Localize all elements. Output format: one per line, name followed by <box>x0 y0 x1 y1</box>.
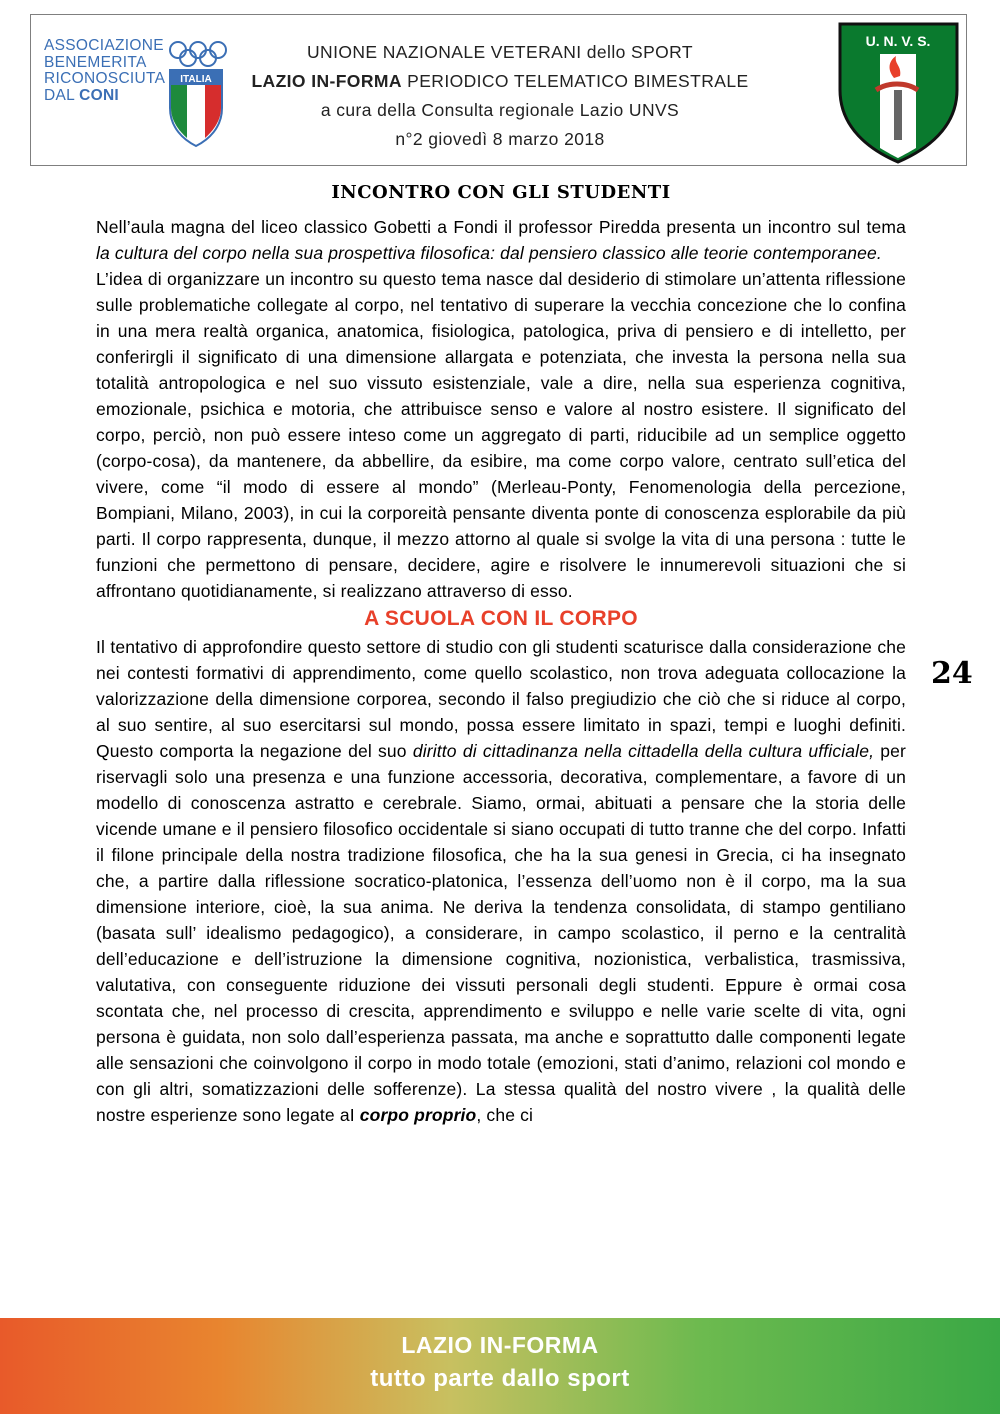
coni-line-1: ASSOCIAZIONE <box>44 37 164 54</box>
section-subtitle: A SCUOLA CON IL CORPO <box>364 607 638 630</box>
unvs-torch-shield-icon <box>836 20 961 165</box>
svg-text:U. N. V. S.: U. N. V. S. <box>865 33 931 49</box>
header-line-4: n°2 giovedì 8 marzo 2018 <box>395 129 605 149</box>
coni-line-2: BENEMERITA <box>44 53 147 71</box>
svg-text:ITALIA: ITALIA <box>180 74 212 85</box>
page-number: 24 <box>931 656 973 691</box>
article <box>96 180 906 1128</box>
coni-logo-text <box>44 38 169 104</box>
italia-shield-icon <box>168 68 224 148</box>
header-line-3: a cura della Consulta regionale Lazio UNVS <box>320 100 680 120</box>
coni-line-3: RICONOSCIUTA <box>44 70 166 87</box>
paragraph-scuola: Il tentativo di approfondire questo settore di studio con gli studenti scaturisce dalla considerazione che nei contesti formativi di apprendimento, come quello scolastico, non trova adeguata collocazione la valorizzazione della dimensione corporea, secondo il falso pregiudizio che ciò che si riduce al corpo, al suo sentire, al suo esercitarsi sul mondo, possa essere limitato in spazi, tempi e luoghi definiti. Questo comporta la negazione del suo diritto di cittadinanza nella cittadella della cultura ufficiale, per riservagli solo una presenza e una funzione accessoria, decorativa, complementare, a favore di un modello di conoscenza astratto e cerebrale. Siamo, ormai, abituati a pensare che la storia delle vicende umane e il pensiero filosofico occidentale si siano occupati di tutto tranne che del corpo. Infatti il filone principale della nostra tradizione filosofica, che ha la sua genesi in Grecia, ci ha insegnato che, a partire dalla riflessione socratico-platonica, l’essenza dell’uomo non è il corpo, ma la sua dimensione interiore, cioè, la sua anima. Ne deriva la tendenza consolidata, di stampo gentiliano (basata sull’ idealismo pedagogico), a considerare, in campo scolastico, il perno e la centralità dell’educazione e dell’istruzione la dimensione cognitiva, nozionistica, verbalistica, trasmissiva, valutativa, con conseguente riduzione dei vissuti personali degli studenti. Eppure è ormai cosa scontata che, nel processo di crescita, apprendimento e sviluppo e nelle varie scelte di vita, ogni persona è guidata, non solo dall’esperienza passata, ma anche e soprattutto dalle componenti legate alle sensazioni che coinvolgono il corpo in modo totale (emozioni, stati d’animo, relazioni col mondo e con gli altri, somatizzazioni delle sofferenze). La stessa qualità del nostro vivere , la qualità delle nostre esperienze sono legate aI corpo proprio, che ci <box>96 637 906 1125</box>
footer-slogan: tutto parte dallo sport <box>370 1365 630 1392</box>
coni-logo <box>44 38 229 148</box>
olympic-rings-icon <box>168 40 228 68</box>
paragraph-idea: L’idea di organizzare un incontro su questo tema nasce dal desiderio di stimolare un’attenta riflessione sulle problematiche collegate al corpo, nel tentativo di superare la vecchia concezione che lo confina in una mera realtà organica, anatomica, fisiologica, patologica, priva di pensiero e di intelletto, per conferirgli il significato di una dimensione allargata e potenziata, che investa la persona nella sua totalità antropologica e nel suo vissuto esistenziale, vale a dire, nella sua esperienza cognitiva, emozionale, psichica e motoria, che attribuisce senso e valore al nostro esistere. Il significato del corpo, perciò, non può essere inteso come un aggregato di parti, riducibile ad un semplice oggetto (corpo-cosa), da mantenere, da abbellire, da esibire, ma come corpo valore, centrato sull’etica del vivere, come “il modo di essere al mondo” (Merleau-Ponty, Fenomenologia della percezione, Bompiani, Milano, 2003), in cui la corporeità pensante diventa ponte di conoscenza esplorabile da più parti. Il corpo rappresenta, dunque, il mezzo attorno al quale si svolge la vita di una persona : tutte le funzioni che permettono di pensare, decidere, agire e risolvere le innumerevoli situazioni che si affrontano quotidianamente, si realizzano attraverso di esso. <box>96 269 906 601</box>
header-line-1: UNIONE NAZIONALE VETERANI dello SPORT <box>307 42 693 62</box>
footer-banner <box>0 1318 1000 1414</box>
article-title: INCONTRO CON GLI STUDENTI <box>331 182 671 203</box>
coni-line-4: DAL CONI <box>44 86 120 104</box>
footer-title: LAZIO IN-FORMA <box>401 1332 599 1358</box>
header-line-2: LAZIO IN-FORMA PERIODICO TELEMATICO BIMESTRALE <box>251 71 749 91</box>
paragraph-intro: Nell’aula magna del liceo classico Gobetti a Fondi il professor Piredda presenta un incontro sul tema la cultura del corpo nella sua prospettiva filosofica: dal pensiero classico alle teorie contemporanee. <box>96 217 906 263</box>
header-titles <box>240 38 760 154</box>
